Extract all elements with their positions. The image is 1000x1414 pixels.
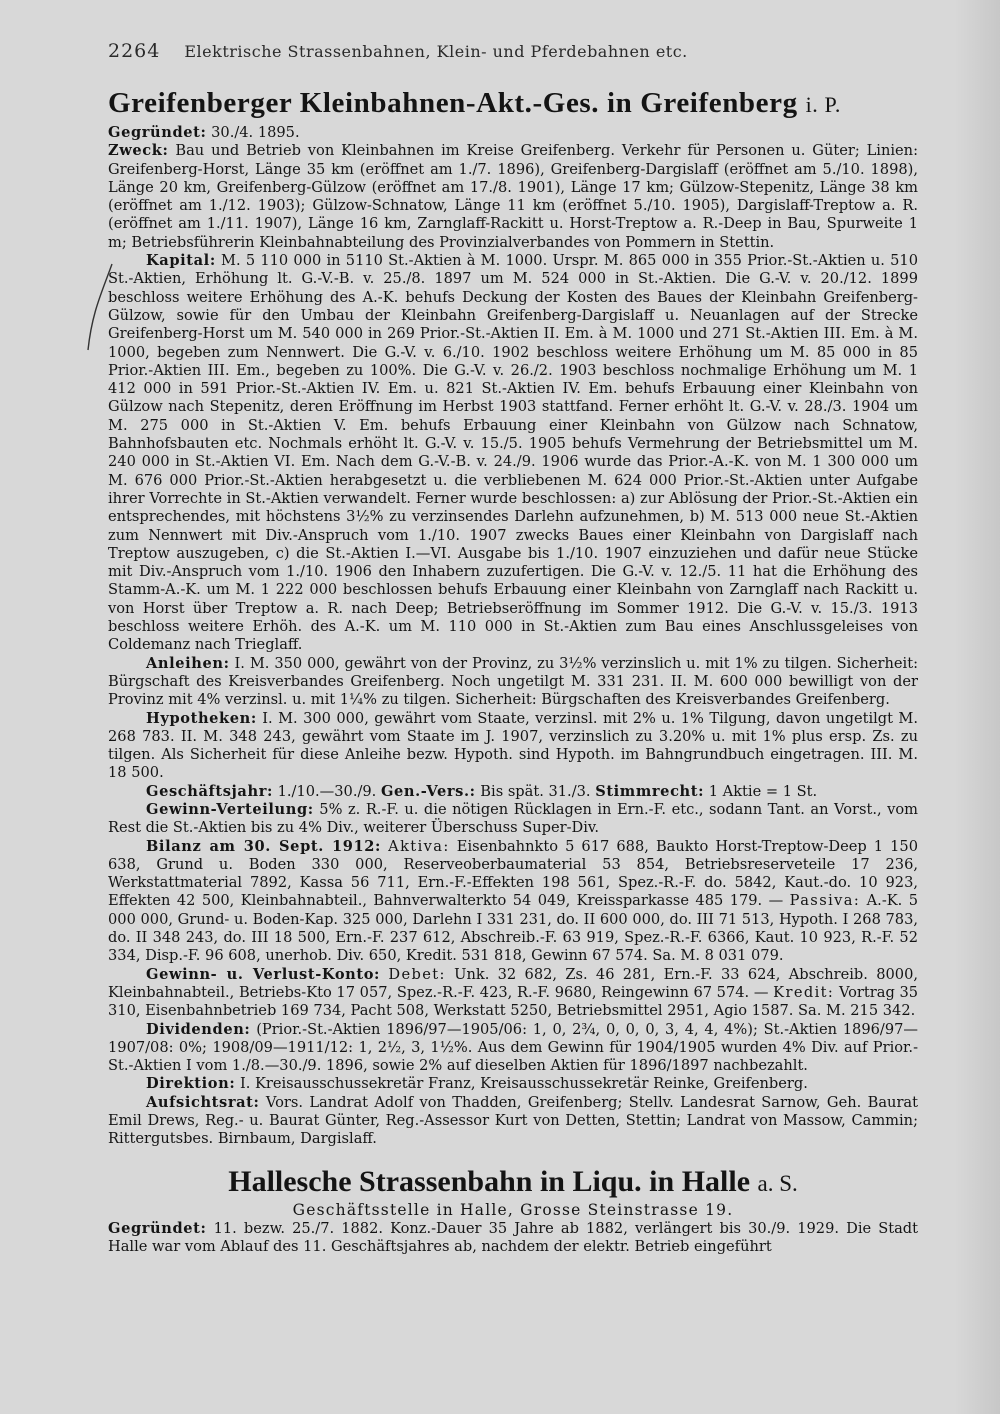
company1-title-suffix: i. P. bbox=[805, 92, 841, 117]
section-zweck bbox=[108, 142, 918, 252]
bilanz-aktiva: Eisenbahnkto 5 617 688, Baukto Horst-Treptow-Deep 1 150 638, Grund u. Boden 330 000, Reserveoberbaumaterial 53 854, Betriebsreserveteile 17 236, Werkstattmaterial 7892, Kassa 56 711, Ern.-F.-Effekten 198 561, Spez.-R.-F. do. 5842, Kaut.-do. 10 923, Effekten 42 500, Kleinbahnabteil., Bahnverwalterkto 54 049, Kreissparkasse 485 179. bbox=[108, 837, 919, 910]
aufsichtsrat-label: Aufsichtsrat: bbox=[146, 1093, 260, 1111]
direktion-label: Direktion: bbox=[146, 1075, 236, 1093]
company2-founded-label: Gegründet: bbox=[108, 1219, 207, 1237]
founded-label: Gegründet: bbox=[108, 124, 207, 141]
passiva-label: Passiva: bbox=[789, 892, 861, 910]
geschaeftsjahr-text: 1./10.—30./9. bbox=[277, 782, 377, 800]
page-body bbox=[108, 40, 918, 1256]
dividenden-label: Dividenden: bbox=[146, 1020, 251, 1038]
company1-title: Greifenberger Kleinbahnen-Akt.-Ges. in Greifenberg bbox=[108, 87, 798, 119]
guv-label: Gewinn- u. Verlust-Konto: bbox=[146, 965, 381, 983]
anleihen-label: Anleihen: bbox=[146, 654, 230, 672]
section-gewinnverteilung bbox=[108, 801, 918, 838]
bilanz-label: Bilanz am 30. Sept. 1912: bbox=[146, 837, 382, 855]
anleihen-text: I. M. 350 000, gewährt von der Provinz, zu 3½% verzinslich u. mit 1% zu tilgen. Sicherheit: Bürgschaft des Kreisverbandes Greifenberg. Noch ungetilgt M. 331 231. II. M. 600 000 bewilligt von der Provinz mit 4% verzinsl. u. mit 1¼% zu tilgen. Sicherheit: Bürgschaften des Kreisverbandes Greifenberg. bbox=[108, 654, 919, 709]
geschaeftsjahr-label: Geschäftsjahr: bbox=[146, 782, 273, 800]
guv-debet: Unk. 32 682, Zs. 46 281, Ern.-F. 33 624, Abschreib. 8000, Kleinbahnabteil., Betriebs-Kto 17 057, Spez.-R.-F. 423, R.-F. 9680, Reingewinn 67 574. bbox=[108, 965, 918, 1001]
section-guv: Gewinn- u. Verlust-Konto: Debet: Unk. 32 682, Zs. 46 281, Ern.-F. 33 624, Abschreib. 8000, Kleinbahnabteil., Betriebs-Kto 17 057, Spez.-R.-F. 423, R.-F. 9680, Reingewinn 67 574. — Kredit: Vortrag 35 310, Eisenbahnbetrieb 169 734, Pacht 508, Werkstatt 5250, Betriebsmittel 2951, Agio 1587. Sa. M. 215 342. bbox=[108, 965, 919, 1020]
section-geschaeftsjahr bbox=[108, 783, 918, 801]
company2-founded-text: 11. bezw. 25./7. 1882. Konz.-Dauer 35 Jahre ab 1882, verlängert bis 30./9. 1929. Die Stadt Halle war vom Ablauf des 11. Geschäftsjahres ab, nachdem der elektr. Betrieb eingeführt bbox=[108, 1219, 918, 1256]
debet-label: Debet: bbox=[388, 965, 446, 983]
gewinnverteilung-label: Gewinn-Verteilung: bbox=[146, 800, 314, 818]
company2-title-suffix: a. S. bbox=[757, 1170, 798, 1196]
direktion-text: I. Kreisausschussekretär Franz, Kreisausschussekretär Reinke, Greifenberg. bbox=[239, 1075, 808, 1093]
aufsichtsrat-text: Vors. Landrat Adolf von Thadden, Greifenberg; Stellv. Landesrat Sarnow, Geh. Baurat Emil Drews, Reg.- u. Baurat Günter, Reg.-Assessor Kurt von Detten, Stettin; Landrat von Massow, Cammin; Rittergutsbes. Birnbaum, Dargislaff. bbox=[108, 1093, 919, 1148]
page-edge-shadow bbox=[954, 0, 1000, 1414]
gewinnverteilung-text: 5% z. R.-F. u. die nötigen Rücklagen in Ern.-F. etc., sodann Tant. an Vorst., vom Rest die St.-Aktien bis zu 4% Div., weiterer Überschuss Super-Div. bbox=[108, 800, 918, 837]
zweck-text: Bau und Betrieb von Kleinbahnen im Kreise Greifenberg. Verkehr für Personen u. Güter; Linien: Greifenberg-Horst, Länge 35 km (eröffnet am 1./7. 1896), Greifenberg-Dargislaff (eröffnet am 5./10. 1898), Länge 20 km, Greifenberg-Gülzow (eröffnet am 17./8. 1901), Länge 17 km; Gülzow-Stepenitz, Länge 38 km (eröffnet am 1./12. 1903); Gülzow-Schnatow, Länge 11 km (eröffnet 5./10. 1905), Dargislaff-Treptow a. R. (eröffnet am 1./11. 1907), Länge 16 km, Zarnglaff-Rackitt u. Horst-Treptow a. R.-Deep in Bau, Spurweite 1 m; Betriebsführerin Kleinbahnabteilung des Provinzialverbandes von Pommern in Stettin. bbox=[108, 142, 918, 251]
section-aufsichtsrat bbox=[108, 1094, 918, 1149]
section-dividenden bbox=[108, 1021, 918, 1076]
section-kapital bbox=[108, 252, 918, 655]
zweck-label: Zweck: bbox=[108, 142, 169, 160]
aktiva-label: Aktiva: bbox=[388, 837, 450, 855]
company1-founded bbox=[108, 124, 918, 142]
genvers-label: Gen.-Vers.: bbox=[380, 782, 476, 800]
section-direktion bbox=[108, 1075, 918, 1093]
company2-title: Hallesche Strassenbahn in Liqu. in Halle bbox=[228, 1164, 751, 1198]
section-bilanz: Bilanz am 30. Sept. 1912: Aktiva: Eisenbahnkto 5 617 688, Baukto Horst-Treptow-Deep 1 150 638, Grund u. Boden 330 000, Reserveoberbaumaterial 53 854, Betriebsreserveteile 17 236, Werkstattmaterial 7892, Kassa 56 711, Ern.-F.-Effekten 198 561, Spez.-R.-F. do. 5842, Kaut.-do. 10 923, Effekten 42 500, Kleinbahnabteil., Bahnverwalterkto 54 049, Kreissparkasse 485 179. — Passiva: A.-K. 5 000 000, Grund- u. Boden-Kap. 325 000, Darlehn I 331 231, do. II 600 000, do. III 71 513, Hypoth. I 268 783, do. II 348 243, do. III 18 500, Ern.-F. 237 612, Abschreib.-F. 63 919, Spez.-R.-F. 6366, Kaut. 10 923, R.-F. 52 334, Disp.-F. 96 608, unerhob. Div. 650, Kredit. 531 818, Gewinn 67 574. Sa. M. 8 031 079. bbox=[108, 837, 919, 965]
hypotheken-label: Hypotheken: bbox=[146, 709, 257, 727]
kredit-label: Kredit: bbox=[773, 983, 835, 1001]
stimmrecht-label: Stimmrecht: bbox=[595, 782, 705, 800]
running-head bbox=[108, 40, 918, 74]
company1-heading bbox=[108, 86, 918, 122]
bilanz-passiva: A.-K. 5 000 000, Grund- u. Boden-Kap. 325 000, Darlehn I 331 231, do. II 600 000, do. III 71 513, Hypoth. I 268 783, do. II 348 243, do. III 18 500, Ern.-F. 237 612, Abschreib.-F. 63 919, Spez.-R.-F. 6366, Kaut. 10 923, R.-F. 52 334, Disp.-F. 96 608, unerhob. Div. 650, Kredit. 531 818, Gewinn 67 574. Sa. M. 8 031 079. bbox=[108, 892, 918, 965]
section-anleihen bbox=[108, 655, 918, 710]
dividenden-text: (Prior.-St.-Aktien 1896/97—1905/06: 1, 0, 2¾, 0, 0, 0, 3, 4, 4, 4%); St.-Aktien 1896/97—1907/08: 0%; 1908/09—1911/12: 1, 2½, 3, 1½%. Aus dem Gewinn für 1904/1905 wurden 4% Div. auf Prior.-St.-Aktien I vom 1./8.—30./9. 1896, sowie 2% auf dieselben Aktien für 1896/1897 nachbezahlt. bbox=[108, 1020, 918, 1075]
section-company2-founded bbox=[108, 1220, 918, 1257]
kapital-text: M. 5 110 000 in 5110 St.-Aktien à M. 1000. Urspr. M. 865 000 in 355 Prior.-St.-Aktien u. 510 St.-Aktien, Erhöhung lt. G.-V.-B. v. 25./8. 1897 um M. 524 000 in St.-Aktien. Die G.-V. v. 20./12. 1899 beschloss weitere Erhöhung des A.-K. behufs Deckung der Kosten des Baues der Kleinbahn Greifenberg-Gülzow, sowie für den Umbau der Kleinbahn Greifenberg-Dargislaff u. Neuanlagen auf der Strecke Greifenberg-Horst um M. 540 000 in 269 Prior.-St.-Aktien II. Em. à M. 1000 und 271 St.-Aktien III. Em. à M. 1000, begeben zum Nennwert. Die G.-V. v. 6./10. 1902 beschloss weitere Erhöhung um M. 85 000 in 85 Prior.-Aktien III. Em., begeben zu 100%. Die G.-V. v. 26./2. 1903 beschloss nochmalige Erhöhung um M. 1 412 000 in 591 Prior.-St.-Aktien IV. Em. u. 821 St.-Aktien IV. Em. behufs Erbauung einer Kleinbahn von Gülzow nach Stepenitz, deren Eröffnung im Herbst 1903 stattfand. Ferner erhöht lt. G.-V. v. 28./3. 1904 um M. 275 000 in St.-Aktien V. Em. behufs Erbauung einer Kleinbahn von Gülzow nach Schnatow, Bahnhofsbauten etc. Nochmals erhöht lt. G.-V. v. 15./5. 1905 behufs Vermehrung der Betriebsmittel um M. 240 000 in St.-Aktien VI. Em. Nach dem G.-V.-B. v. 24./9. 1906 wurde das Prior.-A.-K. von M. 1 300 000 um M. 676 000 Prior.-St.-Aktien herabgesetzt u. die verbliebenen M. 624 000 Prior.-St.-Aktien unter Aufgabe ihrer Vorrechte in St.-Aktien verwandelt. Ferner wurde beschlossen: a) zur Ablösung der Prior.-St.-Aktien ein entsprechendes, mit höchstens 3½% zu verzinsendes Darlehn aufzunehmen, b) M. 513 000 neue St.-Aktien zum Nennwert mit Div.-Anspruch vom 1./10. 1907 zwecks Baues einer Kleinbahn von Dargislaff nach Treptow auszugeben, c) die St.-Aktien I.—VI. Ausgabe bis 1./10. 1907 einzuziehen und dafür neue Stücke mit Div.-Anspruch vom 1./10. 1906 den Inhabern zuzufertigen. Die G.-V. v. 12./5. 11 hat die Erhöhung des Stamm-A.-K. um M. 1 222 000 beschlossen behufs Erbauung einer Kleinbahn von Zarnglaff nach Rackitt u. von Horst über Treptow a. R. nach Deep; Betriebseröffnung im Sommer 1912. Die G.-V. v. 15./3. 1913 beschloss weitere Erhöh. des A.-K. um M. 110 000 in St.-Aktien zum Bau eines Anschlussgeleises von Coldemanz nach Trieglaff. bbox=[108, 252, 918, 654]
stimmrecht-text: 1 Aktie = 1 St. bbox=[708, 782, 818, 800]
kapital-label: Kapital: bbox=[146, 252, 216, 270]
guv-kredit: Vortrag 35 310, Eisenbahnbetrieb 169 734, Pacht 508, Werkstatt 5250, Betriebsmittel 2951, Agio 1587. Sa. M. 215 342. bbox=[108, 983, 919, 1020]
genvers-text: Bis spät. 31./3. bbox=[480, 782, 591, 800]
page-number: 2264 bbox=[108, 40, 161, 62]
founded-value: 30./4. 1895. bbox=[211, 124, 300, 141]
section-hypotheken bbox=[108, 710, 918, 783]
company2-office: Geschäftsstelle in Halle, Grosse Steinstrasse 19. bbox=[292, 1200, 734, 1219]
hypotheken-text: I. M. 300 000, gewährt vom Staate, verzinsl. mit 2% u. 1% Tilgung, davon ungetilgt M. 268 783. II. M. 348 243, gewährt vom Staate im J. 1907, verzinslich zu 3.20% u. mit 1% plus ersp. Zs. zu tilgen. Als Sicherheit für diese Anleihe bezw. Hypoth. sind Hypoth. im Bahngrundbuch eingetragen. III. M. 18 500. bbox=[108, 709, 919, 782]
company2-heading bbox=[108, 1165, 918, 1201]
running-title: Elektrische Strassenbahnen, Klein- und Pferdebahnen etc. bbox=[184, 42, 688, 61]
